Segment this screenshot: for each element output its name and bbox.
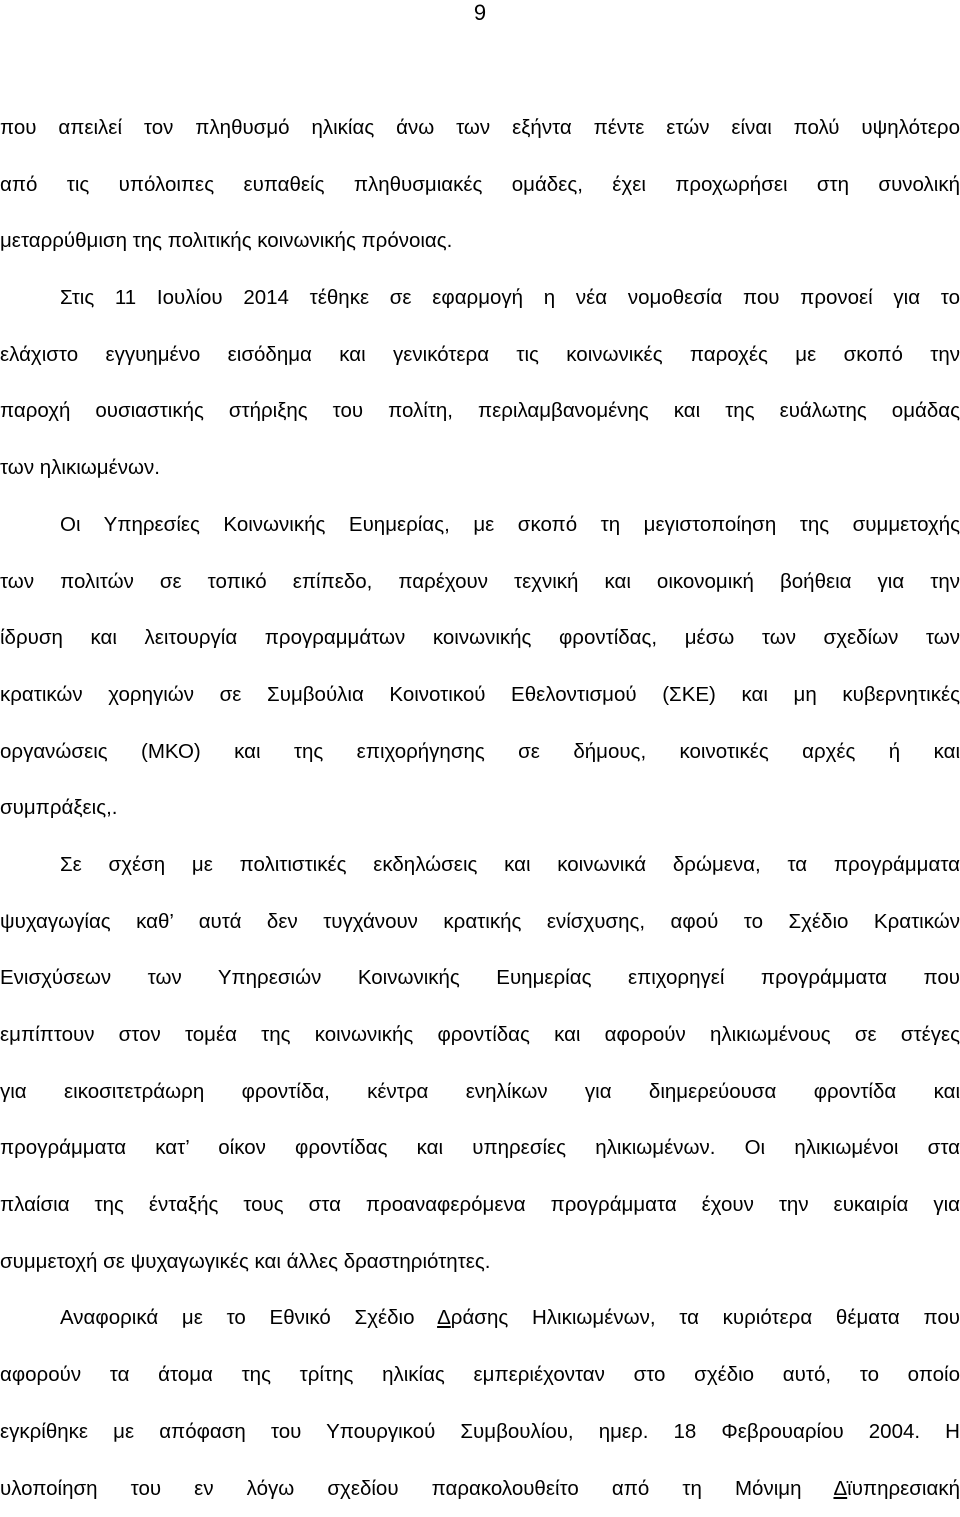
text-line: μεταρρύθμιση της πολιτικής κοινωνικής πρόνοιας. [0, 213, 960, 270]
text-line: συμμετοχή σε ψυχαγωγικές και άλλες δραστηριότητες. [0, 1234, 960, 1291]
text-line: ελάχιστο εγγυημένο εισόδημα και γενικότερα τις κοινωνικές παροχές με σκοπό την [0, 327, 960, 384]
text-line: συμπράξεις,. [0, 780, 960, 837]
text-line: εμπίπτουν στον τομέα της κοινωνικής φροντίδας και αφορούν ηλικιωμένους σε στέγες [0, 1007, 960, 1064]
text-line: των ηλικιωμένων. [0, 440, 960, 497]
page-number: 9 [0, 0, 960, 26]
text-line: των πολιτών σε τοπικό επίπεδο, παρέχουν τεχνική και οικονομική βοήθεια για την [0, 554, 960, 611]
document-body [0, 100, 960, 1517]
text-line: αφορούν τα άτομα της τρίτης ηλικίας εμπεριέχονταν στο σχέδιο αυτό, το οποίο [0, 1347, 960, 1404]
text-segment: υλοποίηση του εν λόγω σχεδίου παρακολουθείτο από τη Μόνιμη [0, 1477, 833, 1500]
text-line: παροχή ουσιαστικής στήριξης του πολίτη, περιλαμβανομένης και της ευάλωτης ομάδας [0, 383, 960, 440]
paragraph-first-line: Σε σχέση με πολιτιστικές εκδηλώσεις και κοινωνικά δρώμενα, τα προγράμματα [0, 837, 960, 894]
underlined-letter: Δ [437, 1306, 451, 1329]
text-segment: Αναφορικά με το Εθνικό Σχέδιο [60, 1306, 437, 1329]
text-line: κρατικών χορηγιών σε Συμβούλια Κοινοτικού Εθελοντισμού (ΣΚΕ) και μη κυβερνητικές [0, 667, 960, 724]
text-segment: ράσης Ηλικιωμένων, τα κυριότερα θέματα που [451, 1306, 960, 1329]
underlined-letter: Δ [833, 1477, 847, 1500]
text-line: ψυχαγωγίας καθ’ αυτά δεν τυγχάνουν κρατικής ενίσχυσης, αφού το Σχέδιο Κρατικών [0, 894, 960, 951]
text-line: ίδρυση και λειτουργία προγραμμάτων κοινωνικής φροντίδας, μέσω των σχεδίων των [0, 610, 960, 667]
paragraph-first-line: Οι Υπηρεσίες Κοινωνικής Ευημερίας, με σκοπό τη μεγιστοποίηση της συμμετοχής [0, 497, 960, 554]
text-line: πλαίσια της ένταξής τους στα προαναφερόμενα προγράμματα έχουν την ευκαιρία για [0, 1177, 960, 1234]
text-line [0, 1461, 960, 1517]
text-segment: ϊυπηρεσιακή [847, 1477, 960, 1500]
text-line: προγράμματα κατ’ οίκον φροντίδας και υπηρεσίες ηλικιωμένων. Οι ηλικιωμένοι στα [0, 1120, 960, 1177]
text-line: Ενισχύσεων των Υπηρεσιών Κοινωνικής Ευημερίας επιχορηγεί προγράμματα που [0, 950, 960, 1007]
text-line: που απειλεί τον πληθυσμό ηλικίας άνω των εξήντα πέντε ετών είναι πολύ υψηλότερο [0, 100, 960, 157]
text-line: για εικοσιτετράωρη φροντίδα, κέντρα ενηλίκων για διημερεύουσα φροντίδα και [0, 1064, 960, 1121]
text-line: εγκρίθηκε με απόφαση του Υπουργικού Συμβουλίου, ημερ. 18 Φεβρουαρίου 2004. Η [0, 1404, 960, 1461]
paragraph-first-line [0, 1290, 960, 1347]
paragraph-first-line: Στις 11 Ιουλίου 2014 τέθηκε σε εφαρμογή η νέα νομοθεσία που προνοεί για το [0, 270, 960, 327]
text-line: από τις υπόλοιπες ευπαθείς πληθυσμιακές ομάδες, έχει προχωρήσει στη συνολική [0, 157, 960, 214]
text-line: οργανώσεις (ΜΚΟ) και της επιχορήγησης σε δήμους, κοινοτικές αρχές ή και [0, 724, 960, 781]
